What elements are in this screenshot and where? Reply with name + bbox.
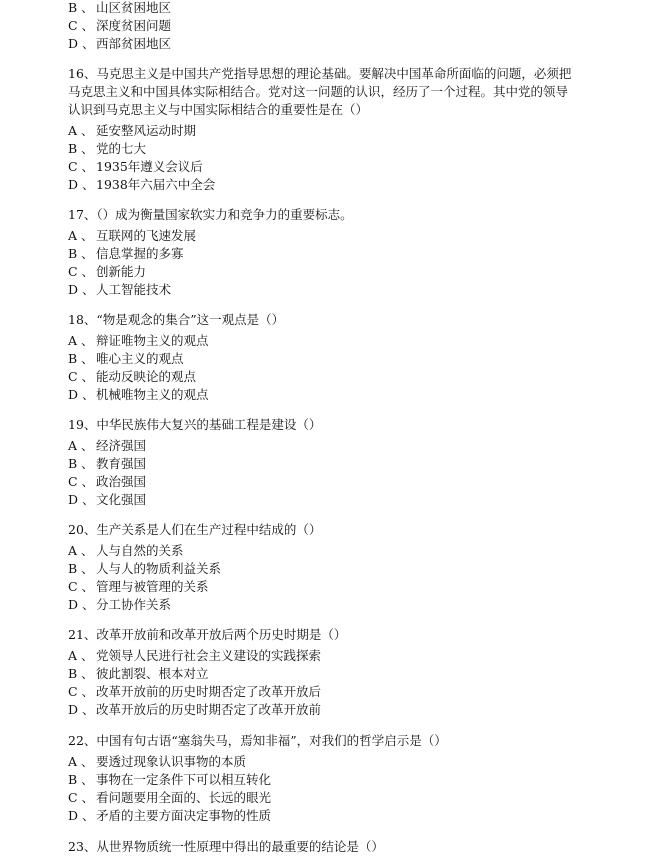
option-line <box>68 578 600 595</box>
option-letter: A 、 <box>68 648 94 663</box>
option-line <box>68 647 600 664</box>
option-line <box>68 281 600 298</box>
option-line <box>68 35 600 52</box>
option-letter: C 、 <box>68 18 95 33</box>
option-text: 互联网的飞速发展 <box>96 228 197 243</box>
option-text: 管理与被管理的关系 <box>96 579 209 594</box>
option-text: 事物在一定条件下可以相互转化 <box>96 772 272 787</box>
option-letter: A 、 <box>68 333 94 348</box>
option-letter: D 、 <box>68 597 95 612</box>
option-text: 人工智能技术 <box>96 282 172 297</box>
option-line <box>68 122 600 139</box>
option-text: 机械唯物主义的观点 <box>96 387 209 402</box>
option-letter: D 、 <box>68 177 95 192</box>
question-stem-16: 16、马克思主义是中国共产党指导思想的理论基础。要解决中国革命所面临的问题，必须把 <box>68 66 572 81</box>
option-text: 唯心主义的观点 <box>96 351 184 366</box>
question-stem-20: 20、生产关系是人们在生产过程中结成的（） <box>68 522 322 537</box>
option-text: 文化强国 <box>96 492 147 507</box>
option-letter: D 、 <box>68 808 95 823</box>
option-line <box>68 701 600 718</box>
option-line <box>68 158 600 175</box>
option-line <box>68 560 600 577</box>
option-letter: A 、 <box>68 228 94 243</box>
option-letter: B 、 <box>68 456 94 471</box>
option-line <box>68 542 600 559</box>
option-letter: C 、 <box>68 474 95 489</box>
option-line <box>68 771 600 788</box>
option-line <box>68 665 600 682</box>
option-text: 延安整风运动时期 <box>96 123 197 138</box>
option-text: 教育强国 <box>96 456 147 471</box>
option-line <box>68 473 600 490</box>
option-letter: B 、 <box>68 141 94 156</box>
option-line <box>68 140 600 157</box>
option-line <box>68 368 600 385</box>
option-text: 党的七大 <box>96 141 147 156</box>
option-letter: D 、 <box>68 282 95 297</box>
option-text: 经济强国 <box>96 438 147 453</box>
option-line <box>68 386 600 403</box>
option-letter: B 、 <box>68 666 94 681</box>
option-letter: A 、 <box>68 754 94 769</box>
option-line <box>68 176 600 193</box>
option-letter: C 、 <box>68 684 95 699</box>
question-stem-17: 17、（）成为衡量国家软实力和竞争力的重要标志。 <box>68 207 353 222</box>
option-line <box>68 789 600 806</box>
option-line <box>68 683 600 700</box>
option-text: 政治强国 <box>96 474 147 489</box>
option-text: 1938年六届六中全会 <box>96 177 216 192</box>
option-text: 改革开放前的历史时期否定了改革开放后 <box>96 684 322 699</box>
option-letter: B 、 <box>68 561 94 576</box>
option-text: 看问题要用全面的、长远的眼光 <box>96 790 272 805</box>
option-line <box>68 227 600 244</box>
option-letter: B 、 <box>68 246 94 261</box>
option-text: 能动反映论的观点 <box>96 369 197 384</box>
option-letter: B 、 <box>68 772 94 787</box>
option-line <box>68 17 600 34</box>
question-stem-18: 18、“物是观念的集合”这一观点是（） <box>68 312 285 327</box>
question-stem-19: 19、中华民族伟大复兴的基础工程是建设（） <box>68 417 322 432</box>
option-text: 党领导人民进行社会主义建设的实践探索 <box>96 648 322 663</box>
option-letter: A 、 <box>68 543 94 558</box>
option-letter: C 、 <box>68 369 95 384</box>
option-text: 要透过现象认识事物的本质 <box>96 754 247 769</box>
option-text: 分工协作关系 <box>96 597 172 612</box>
option-text: 辩证唯物主义的观点 <box>96 333 209 348</box>
option-text: 人与人的物质利益关系 <box>96 561 222 576</box>
option-letter: C 、 <box>68 264 95 279</box>
option-letter: C 、 <box>68 159 95 174</box>
option-letter: A 、 <box>68 123 94 138</box>
question-stem-21: 21、改革开放前和改革开放后两个历史时期是（） <box>68 627 347 642</box>
question-stem-22: 22、中国有句古语“塞翁失马，焉知非福”，对我们的哲学启示是（） <box>68 733 447 748</box>
option-text: 信息掌握的多寡 <box>96 246 184 261</box>
option-text: 山区贫困地区 <box>96 0 172 15</box>
option-line <box>68 596 600 613</box>
option-text: 人与自然的关系 <box>96 543 184 558</box>
option-letter: D 、 <box>68 36 95 51</box>
option-text: 西部贫困地区 <box>96 36 172 51</box>
option-letter: A 、 <box>68 438 94 453</box>
option-letter: C 、 <box>68 790 95 805</box>
option-line <box>68 455 600 472</box>
option-text: 深度贫困问题 <box>96 18 172 33</box>
option-letter: B 、 <box>68 0 94 15</box>
option-text: 彼此割裂、根本对立 <box>96 666 209 681</box>
option-letter: D 、 <box>68 492 95 507</box>
question-stem-23: 23、从世界物质统一性原理中得出的最重要的结论是（） <box>68 839 384 854</box>
option-line <box>68 332 600 349</box>
option-line <box>68 0 600 16</box>
question-stem-16: 马克思主义和中国具体实际相结合。党对这一问题的认识，经历了一个过程。其中党的领导 <box>68 84 569 99</box>
option-letter: D 、 <box>68 387 95 402</box>
option-text: 矛盾的主要方面决定事物的性质 <box>96 808 272 823</box>
option-line <box>68 350 600 367</box>
option-letter: B 、 <box>68 351 94 366</box>
option-line <box>68 263 600 280</box>
option-letter: D 、 <box>68 702 95 717</box>
option-line <box>68 437 600 454</box>
question-stem-16: 认识到马克思主义与中国实际相结合的重要性是在（） <box>68 102 369 117</box>
option-line <box>68 245 600 262</box>
option-line <box>68 491 600 508</box>
option-text: 创新能力 <box>96 264 147 279</box>
option-letter: C 、 <box>68 579 95 594</box>
option-text: 1935年遵义会议后 <box>96 159 203 174</box>
option-line <box>68 807 600 824</box>
option-text: 改革开放后的历史时期否定了改革开放前 <box>96 702 322 717</box>
option-line <box>68 753 600 770</box>
